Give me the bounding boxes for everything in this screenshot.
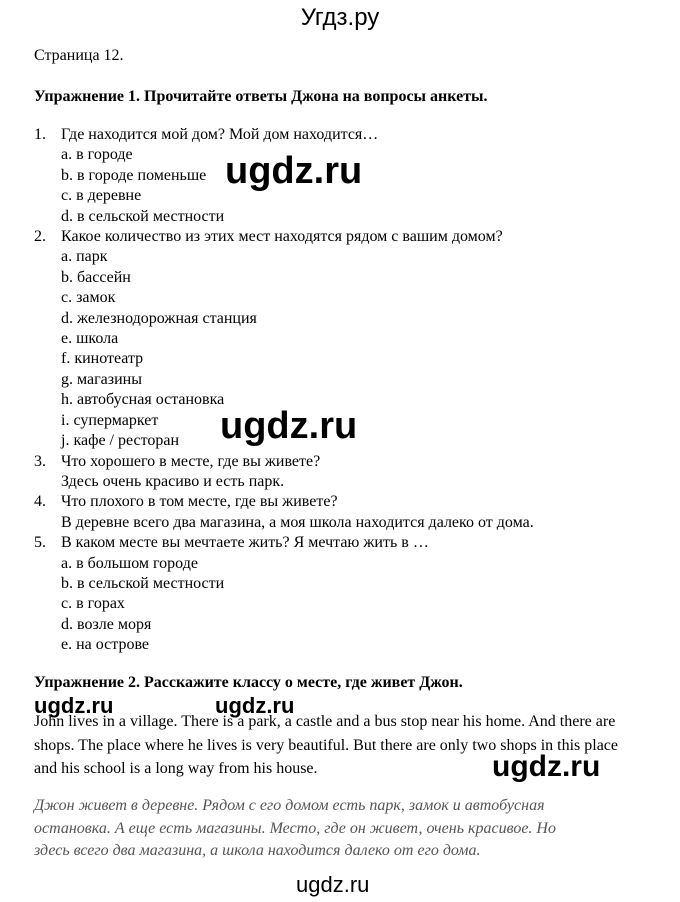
question-number: 2. <box>34 228 46 246</box>
question-1 <box>34 125 534 145</box>
question-5 <box>34 533 534 553</box>
option: b. в городе поменьше <box>61 166 207 184</box>
site-title: Угдз.ру <box>300 4 380 31</box>
questionnaire-list <box>34 125 534 656</box>
question-text: В каком месте вы мечтаете жить? Я мечтаю жить в … <box>61 534 429 552</box>
question-number: 1. <box>34 126 46 143</box>
option: f. кинотеатр <box>61 350 144 368</box>
watermark: ugdz.ru <box>296 872 370 897</box>
answer-text: Здесь очень красиво и есть парк. <box>61 472 285 490</box>
option: d. возле моря <box>61 615 152 633</box>
option: c. в горах <box>61 595 125 613</box>
option: c. в деревне <box>61 187 142 205</box>
exercise-1-heading: Упражнение 1. Прочитайте ответы Джона на вопросы анкеты. <box>34 88 488 105</box>
option: d. в сельской местности <box>61 207 225 225</box>
watermark: ugdz.ru <box>220 405 358 447</box>
question-text: Где находится мой дом? Мой дом находится… <box>61 126 379 143</box>
question-text: Что плохого в том месте, где вы живете? <box>61 493 338 511</box>
question-number: 3. <box>34 452 46 470</box>
option: c. замок <box>61 289 116 307</box>
question-number: 4. <box>34 493 46 511</box>
option: j. кафе / ресторан <box>61 432 180 450</box>
watermark: ugdz.ru <box>34 693 114 718</box>
watermark: ugdz.ru <box>492 750 601 783</box>
page-label: Страница 12. <box>34 47 124 64</box>
question-text: Что хорошего в месте, где вы живете? <box>61 452 321 470</box>
option: a. в городе <box>61 146 133 164</box>
option: a. парк <box>61 248 108 266</box>
option: d. железнодорожная станция <box>61 309 257 327</box>
option: h. автобусная остановка <box>61 391 225 409</box>
watermark: ugdz.ru <box>215 693 295 718</box>
russian-translation: Джон живет в деревне. Рядом с его домом есть парк, замок и автобусная остановка. А еще есть магазины. Место, где он живет, очень красивое. Но здесь всего два магазина, а школа находится далеко от его дома. <box>34 797 556 859</box>
option: i. супермаркет <box>61 411 159 429</box>
question-2 <box>34 227 534 247</box>
watermark: ugdz.ru <box>225 150 363 192</box>
answer-text: В деревне всего два магазина, а моя школа находится далеко от дома. <box>61 513 534 531</box>
exercise-2-heading: Упражнение 2. Расскажите классу о месте, где живет Джон. <box>34 674 463 691</box>
question-4 <box>34 492 534 512</box>
question-3 <box>34 452 534 472</box>
option: b. в сельской местности <box>61 574 225 592</box>
question-number: 5. <box>34 534 46 552</box>
english-text: John lives in a village. There is a park, a castle and a bus stop near his home. And there are shops. The place where he lives is very beautiful. But there are only two shops in this place and his school is a long way from his house. <box>34 713 618 777</box>
option: b. бассейн <box>61 268 131 286</box>
option: e. школа <box>61 330 119 348</box>
option: a. в большом городе <box>61 554 198 572</box>
question-text: Какое количество из этих мест находятся рядом с вашим домом? <box>61 228 503 246</box>
option: g. магазины <box>61 370 142 388</box>
option: e. на острове <box>61 636 150 654</box>
